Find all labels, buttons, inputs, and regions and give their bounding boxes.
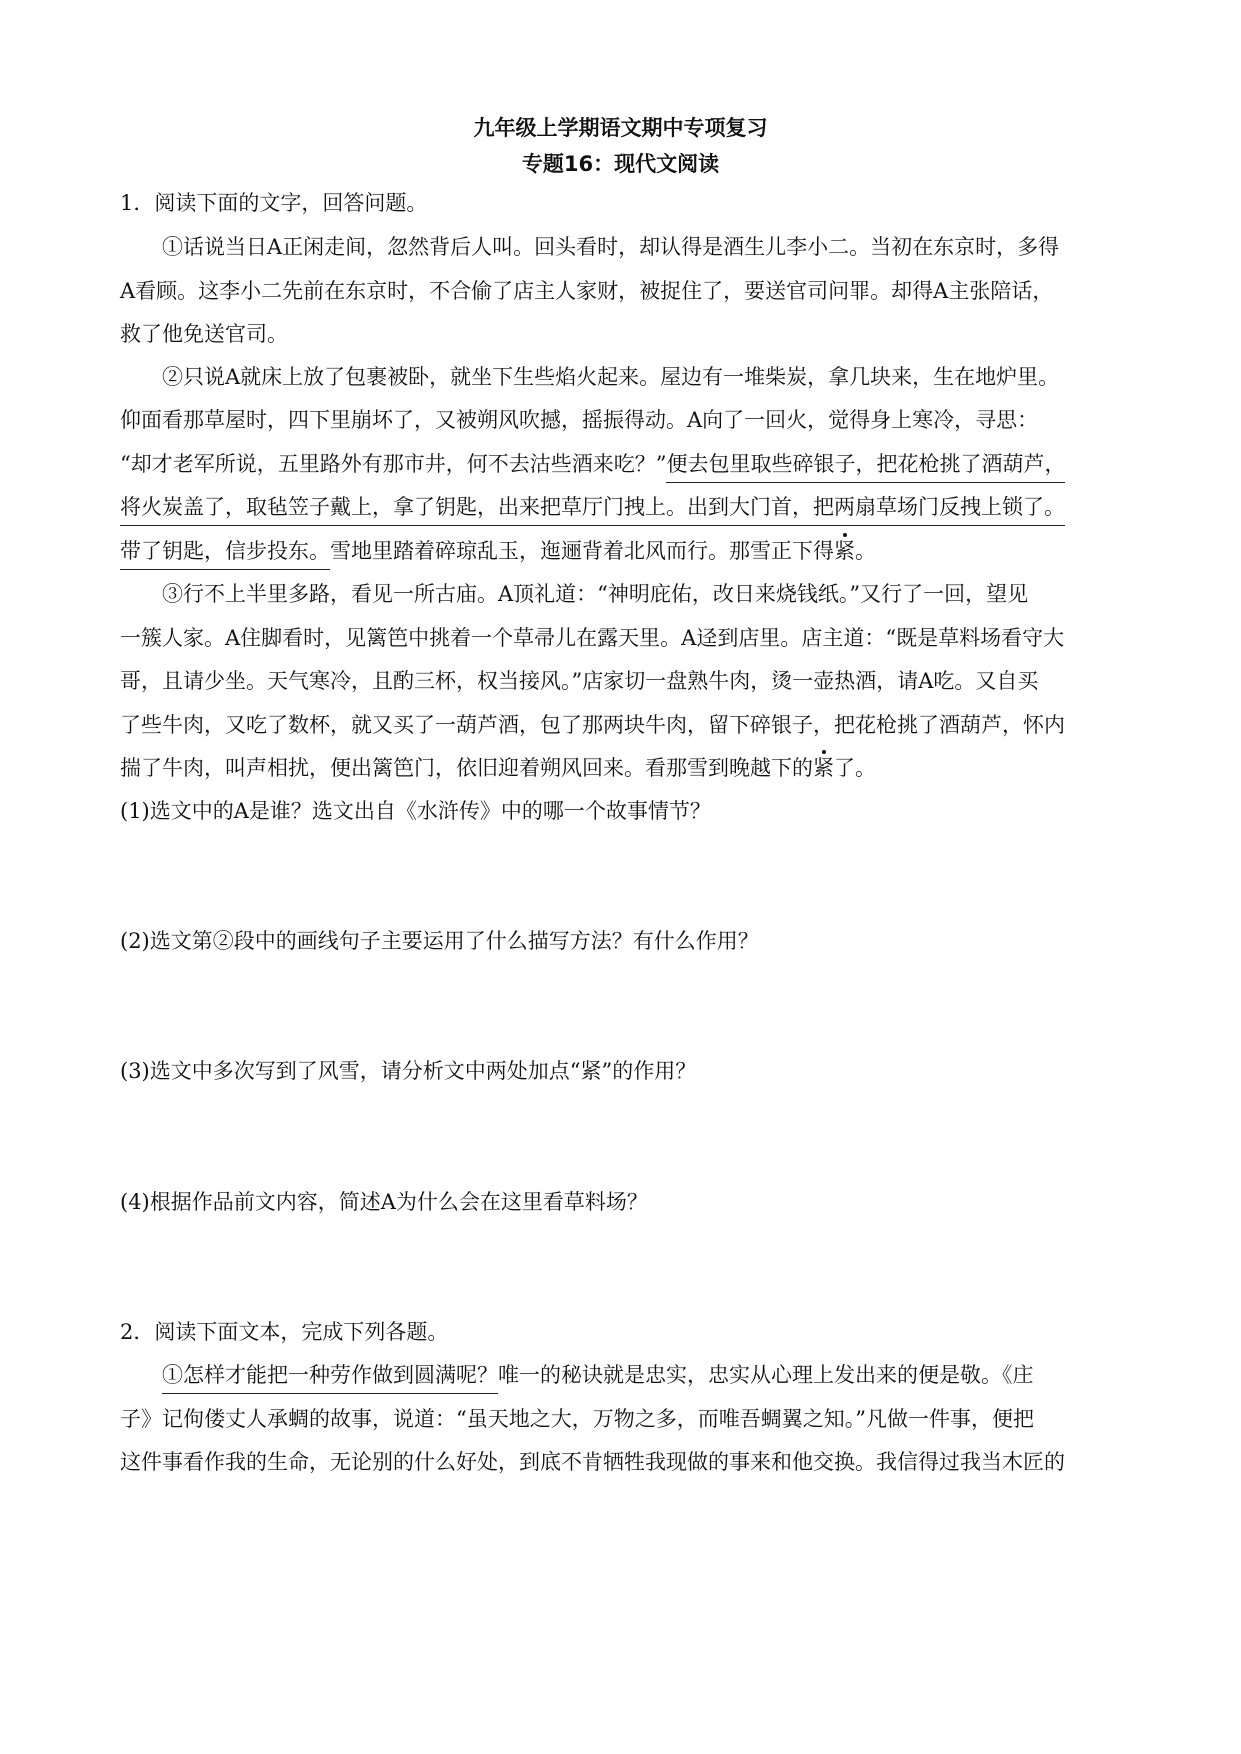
q1-paragraph-3-line: 哥，且请少坐。天气寒冷，且酌三杯，权当接风。”店家切一盘熟牛肉，烫一壶热酒，请A吃。又自买 [120, 669, 1039, 693]
quoted-thought: “却才老军所说，五里路外有那市井，何不去沽些酒来吃？” [120, 452, 667, 476]
text-segment: 揣了牛肉，叫声相扰，便出篱笆门，依旧迎着朔风回来。看那雪到晚越下的 [120, 756, 813, 780]
q1-paragraph-2-line [120, 492, 1135, 522]
text-segment: 雪地里踏着碎琼乱玉，迤逦背着北风而行。那雪正下得 [330, 539, 834, 563]
q1-paragraph-2-line: ②只说A就床上放了包裹被卧，就坐下生些焰火起来。屋边有一堆柴炭，拿几块来，生在地炉里。 [162, 365, 1060, 389]
q1-paragraph-1-line: ①话说当日A正闲走间，忽然背后人叫。回头看时，却认得是酒生儿李小二。当初在东京时，多得 [162, 235, 1060, 259]
sub-question-4: (4)根据作品前文内容，简述A为什么会在这里看草料场？ [120, 1190, 648, 1214]
q1-paragraph-1-line: A看顾。这李小二先前在东京时，不合偷了店主人家财，被捉住了，要送官司问罪。却得A主张陪话， [120, 279, 1054, 303]
q1-paragraph-3-line: 一簇人家。A住脚看时，见篱笆中挑着一个草帚儿在露天里。A迳到店里。店主道：“既是草料场看守大 [120, 626, 1065, 650]
sub-question-3: (3)选文中多次写到了风雪，请分析文中两处加点“紧”的作用？ [120, 1059, 697, 1083]
dotted-emphasis-char: 紧 [813, 756, 834, 780]
text-segment: 。 [855, 539, 876, 563]
q1-paragraph-2-line [120, 536, 1135, 566]
q1-paragraph-3-line: ③行不上半里多路，看见一所古庙。A顶礼道：“神明庇佑，改日来烧钱纸。”又行了一回，望见 [162, 582, 1029, 606]
q2-paragraph-1-line: 这件事看作我的生命，无论别的什么好处，到底不肯牺牲我现做的事来和他交换。我信得过我当木匠的 [120, 1450, 1065, 1474]
q2-paragraph-1-line: 子》记佝偻丈人承蜩的故事，说道：“虽天地之大，万物之多，而唯吾蜩翼之知。”凡做一件事，便把 [120, 1407, 1034, 1431]
text-segment: 了。 [834, 756, 876, 780]
underlined-sentence: ①怎样才能把一种劳作做到圆满呢？ [162, 1363, 498, 1394]
q1-paragraph-3-line [120, 753, 1135, 783]
document-title: 九年级上学期语文期中专项复习 [473, 116, 768, 140]
q1-paragraph-2-line: 仰面看那草屋时，四下里崩坏了，又被朔风吹撼，摇振得动。A向了一回火，觉得身上寒冷，寻思： [120, 408, 1039, 432]
q1-paragraph-1-line: 救了他免送官司。 [120, 322, 288, 346]
underlined-sentence: 带了钥匙，信步投东。 [120, 539, 330, 570]
underlined-sentence: 便去包里取些碎银子，把花枪挑了酒葫芦， [666, 452, 1065, 483]
underlined-sentence: 将火炭盖了，取毡笠子戴上，拿了钥匙，出来把草厅门拽上。出到大门首，把两扇草场门反拽上锁了。 [120, 495, 1065, 526]
sub-question-2: (2)选文第②段中的画线句子主要运用了什么描写方法？有什么作用？ [120, 929, 759, 953]
q2-paragraph-1-line [162, 1360, 1177, 1390]
q1-paragraph-2-line [120, 449, 1135, 479]
document-subtitle: 专题16：现代文阅读 [521, 152, 720, 176]
question-1-intro: 1．阅读下面的文字，回答问题。 [120, 191, 428, 215]
q1-paragraph-3-line: 了些牛肉，又吃了数杯，就又买了一葫芦酒，包了那两块牛肉，留下碎银子，把花枪挑了酒葫芦，怀内 [120, 713, 1065, 737]
dotted-emphasis-char: 紧 [834, 539, 855, 563]
question-2-intro: 2．阅读下面文本，完成下列各题。 [120, 1320, 449, 1344]
sub-question-1: (1)选文中的A是谁？选文出自《水浒传》中的哪一个故事情节？ [120, 799, 711, 823]
text-segment: 唯一的秘诀就是忠实，忠实从心理上发出来的便是敬。《庄 [498, 1363, 1034, 1387]
